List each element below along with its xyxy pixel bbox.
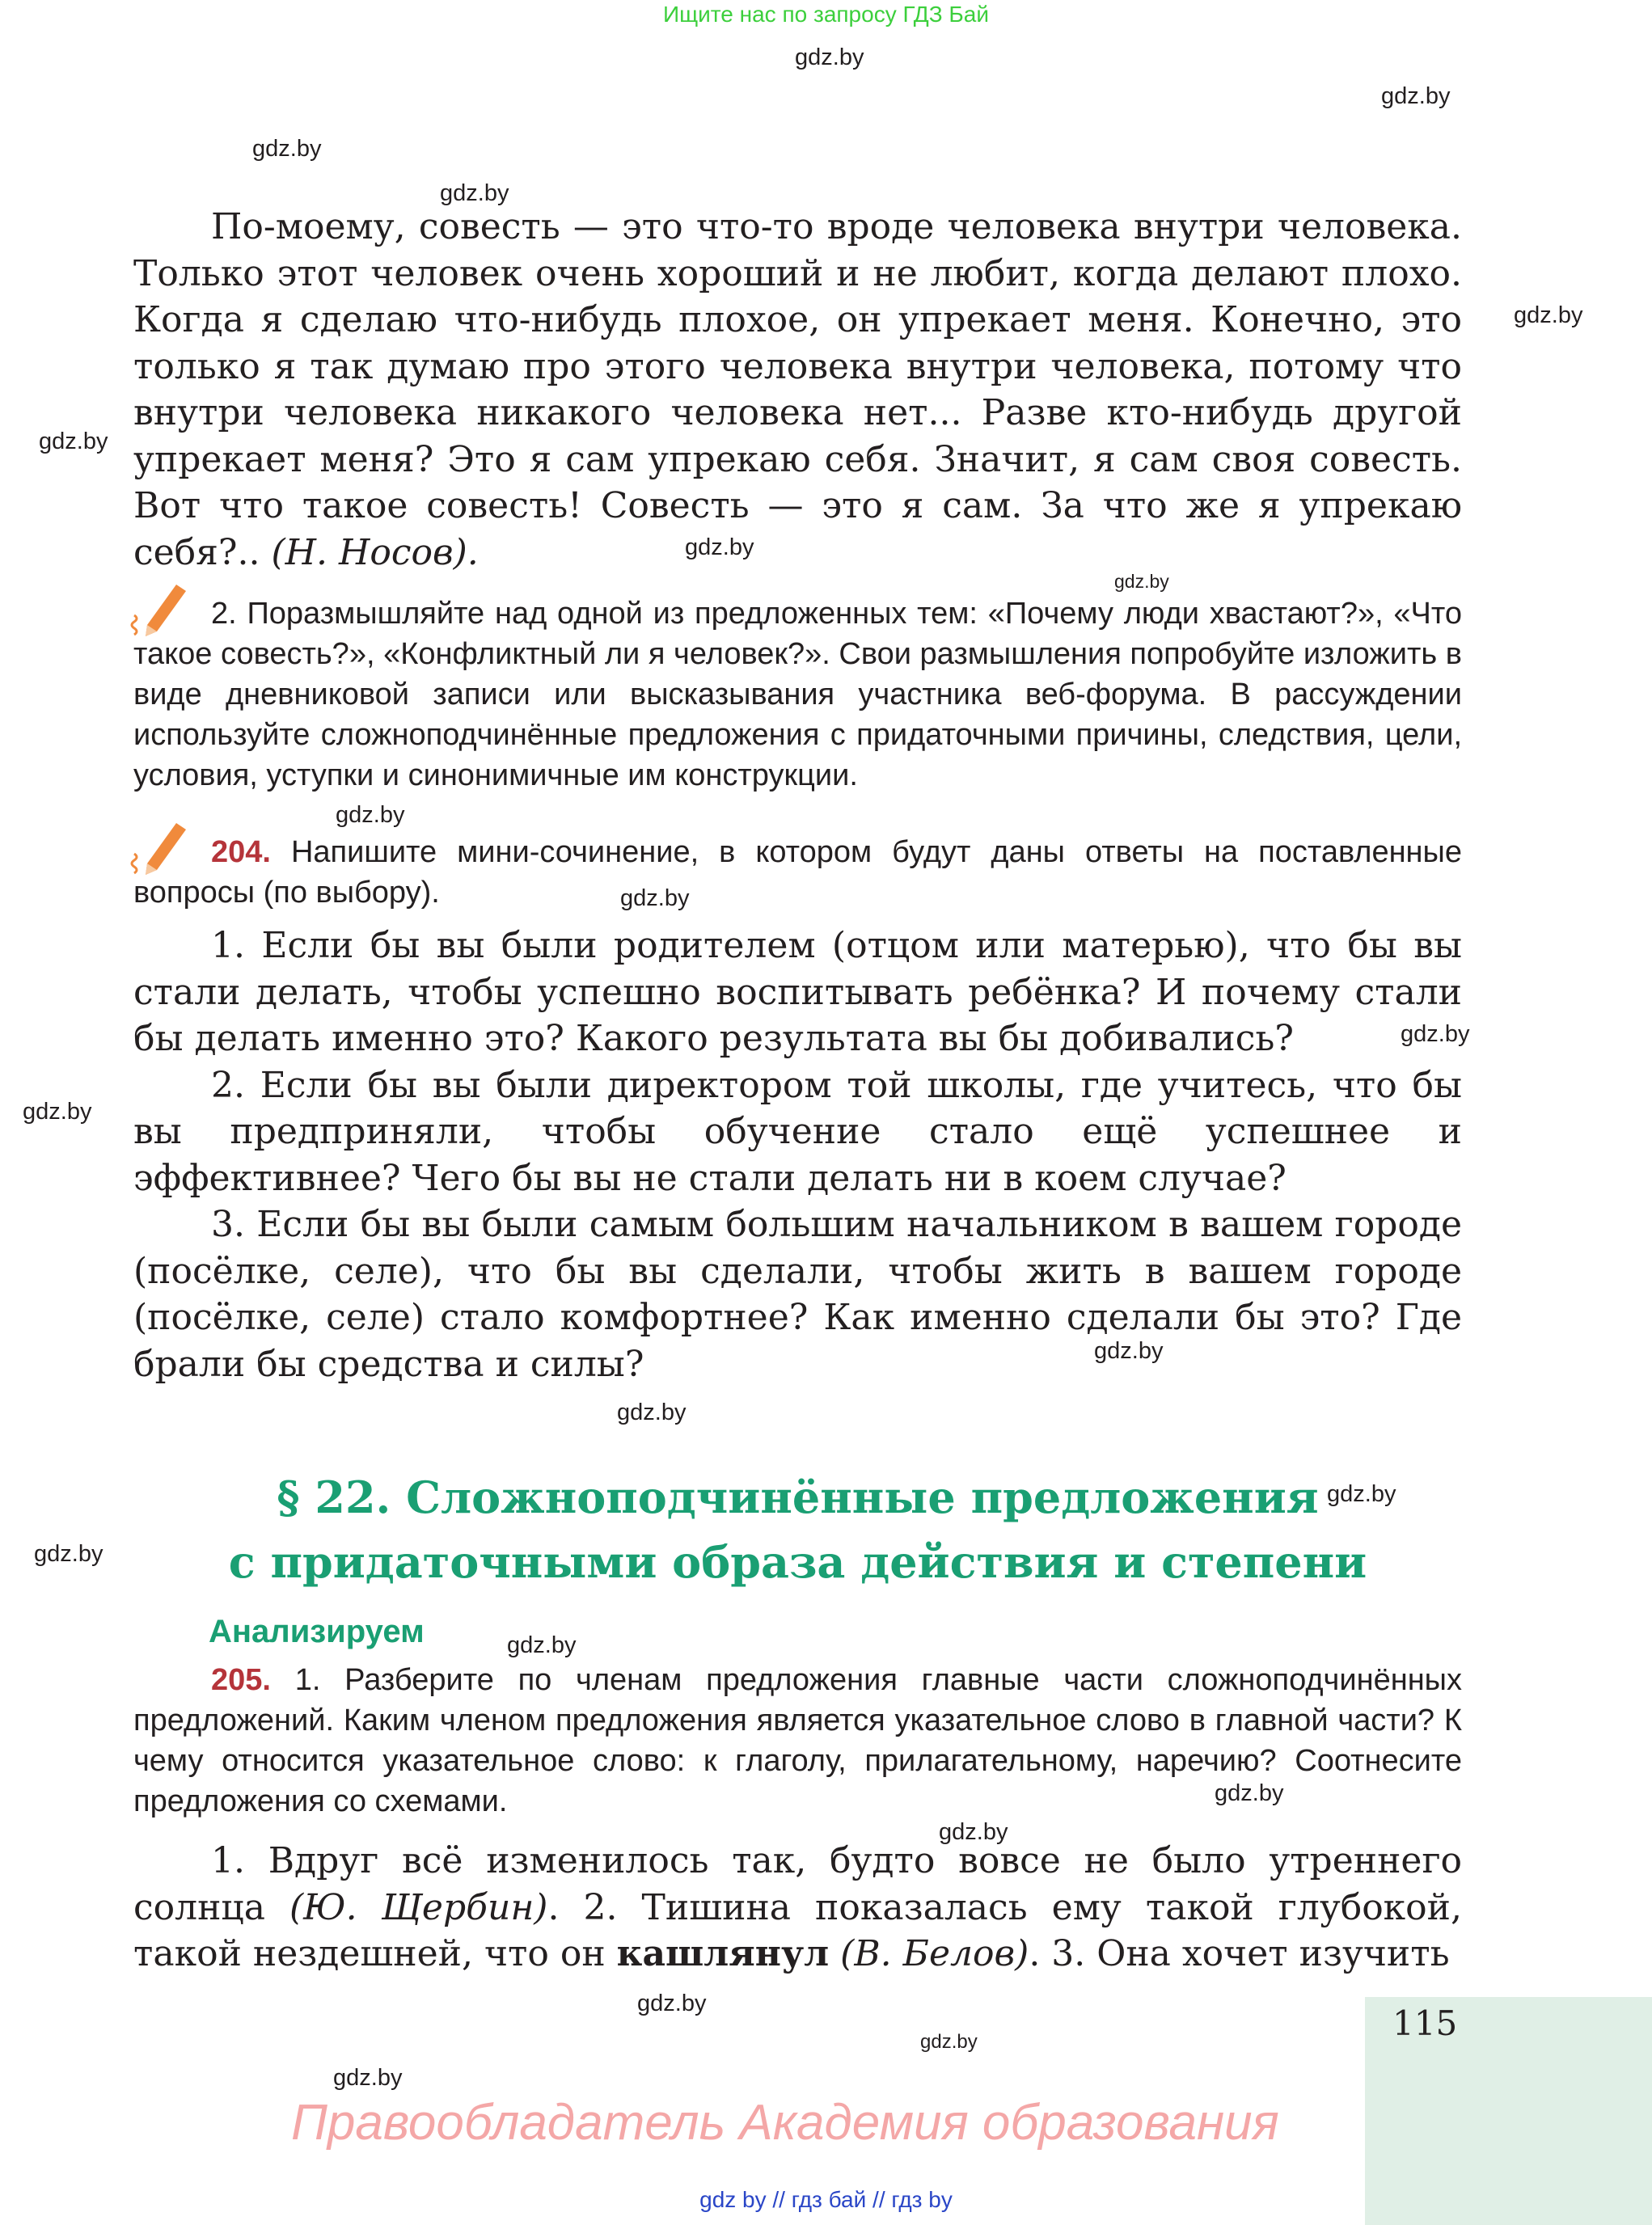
footer-links[interactable]: gdz by // гдз бай // гдз by bbox=[699, 2187, 953, 2212]
nosov-author: (Н. Носов). bbox=[271, 531, 479, 573]
exercise-205-sentences bbox=[133, 1838, 1462, 1978]
watermark: gdz.by bbox=[637, 1991, 707, 2016]
question-2: 2. Если бы вы были директором той школы, где учитесь, что бы вы предприняли, чтобы обучение стало ещё успешнее и эффективнее? Чего бы вы не стали делать ни в коем случае? bbox=[133, 1064, 1462, 1199]
section-heading bbox=[133, 1465, 1462, 1594]
section-heading-line-1: § 22. Сложноподчинённые предложения bbox=[277, 1471, 1319, 1523]
watermark: gdz.by bbox=[507, 1632, 577, 1658]
task-2 bbox=[133, 593, 1462, 796]
nosov-text: По-моему, совесть — это что-то вроде человека внутри человека. Только этот человек очень хороший и не любит, когда делают плохо. Когда я сделаю что-нибудь плохое, он упрекает меня. Конечно, это только я так думаю про этого человека внутри человека, потому что внутри человека никакого человека нет... Разве кто-нибудь другой упрекает меня? Это я сам упрекаю себя. Значит, я сам своя совесть. Вот что такое совесть! Совесть — это я сам. За что же я упрекаю себя?.. bbox=[133, 206, 1462, 573]
exercise-205-number: 205. bbox=[211, 1663, 271, 1697]
watermark: gdz.by bbox=[685, 534, 754, 560]
nosov-quote bbox=[133, 204, 1462, 576]
question-1: 1. Если бы вы были родителем (отцом или матерью), что бы вы стали делать, чтобы успешно воспитывать ребёнка? И почему стали бы делать именно это? Какого результата вы бы добивались? bbox=[133, 925, 1462, 1059]
exercise-204-instruction: Напишите мини-сочинение, в котором будут даны ответы на поставленные вопросы (по выбору). bbox=[133, 835, 1462, 910]
watermark: gdz.by bbox=[617, 1400, 687, 1425]
author-1: (Ю. Щербин) bbox=[289, 1886, 548, 1928]
section-heading-line-2: с придаточными образа действия и степени bbox=[228, 1536, 1367, 1588]
author-2: (В. Белов) bbox=[840, 1933, 1029, 1974]
watermark: gdz.by bbox=[1514, 302, 1583, 328]
watermark: gdz.by bbox=[1094, 1338, 1164, 1364]
exercise-205-instruction: 1. Разберите по членам предложения главные части сложноподчинённых предложений. Каким членом предложения является указательное слово в главной части? К чему относится указательное слово: к глаголу, прилагательному, наречию? Соотнесите предложения со схемами. bbox=[133, 1663, 1462, 1818]
exercise-205 bbox=[133, 1660, 1462, 1822]
subheading-analyze: Анализируем bbox=[209, 1614, 425, 1649]
watermark: gdz.by bbox=[39, 429, 108, 454]
watermark: gdz.by bbox=[252, 136, 322, 162]
sentence-2: . 2. Тишина показалась ему такой глубокой, такой нездешней, что он bbox=[133, 1886, 1462, 1974]
watermark: gdz.by bbox=[1327, 1481, 1396, 1507]
watermark: gdz.by bbox=[795, 44, 864, 70]
watermark: gdz.by bbox=[939, 1819, 1008, 1845]
top-banner: Ищите нас по запросу ГДЗ Бай bbox=[662, 2, 990, 27]
watermark: gdz.by bbox=[620, 885, 690, 911]
question-3: 3. Если бы вы были самым большим начальником в вашем городе (посёлке, селе), что бы вы сделали, чтобы жить в вашем городе (посёлке, селе) стало комфортнее? Как именно сделали бы это? Где брали бы средства и силы? bbox=[133, 1204, 1462, 1385]
task-2-text: 2. Поразмышляйте над одной из предложенных тем: «Почему люди хвастают?», «Что такое совесть?», «Конфликтный ли я человек?». Свои размышления попробуйте изложить в виде дневниковой записи или высказывания участника веб-форума. В рассуждении используйте сложноподчинённые предложения с придаточными причины, следствия, цели, условия, уступки и синонимичные им конструкции. bbox=[133, 597, 1462, 792]
watermark: gdz.by bbox=[1401, 1021, 1470, 1047]
page-number: 115 bbox=[1392, 2003, 1458, 2043]
watermark: gdz.by bbox=[920, 2031, 978, 2053]
exercise-204-questions bbox=[133, 923, 1462, 1387]
exercise-204 bbox=[133, 832, 1462, 913]
watermark: gdz.by bbox=[23, 1099, 92, 1125]
sentence-3: . 3. Она хочет изучить bbox=[1029, 1933, 1450, 1974]
sentence-1: 1. Вдруг всё изменилось так, будто вовсе не было утреннего солнца bbox=[133, 1840, 1462, 1928]
watermark: gdz.by bbox=[440, 180, 509, 206]
watermark: gdz.by bbox=[1114, 571, 1169, 592]
watermark: gdz.by bbox=[1381, 83, 1451, 109]
sentence-2-bold: кашлянул bbox=[616, 1933, 830, 1974]
watermark: gdz.by bbox=[1215, 1780, 1284, 1806]
watermark: gdz.by bbox=[34, 1541, 104, 1567]
rights-holder: Правообладатель Академия образования bbox=[291, 2095, 1279, 2151]
exercise-204-number: 204. bbox=[211, 835, 271, 869]
watermark: gdz.by bbox=[336, 802, 405, 828]
watermark: gdz.by bbox=[333, 2065, 403, 2091]
